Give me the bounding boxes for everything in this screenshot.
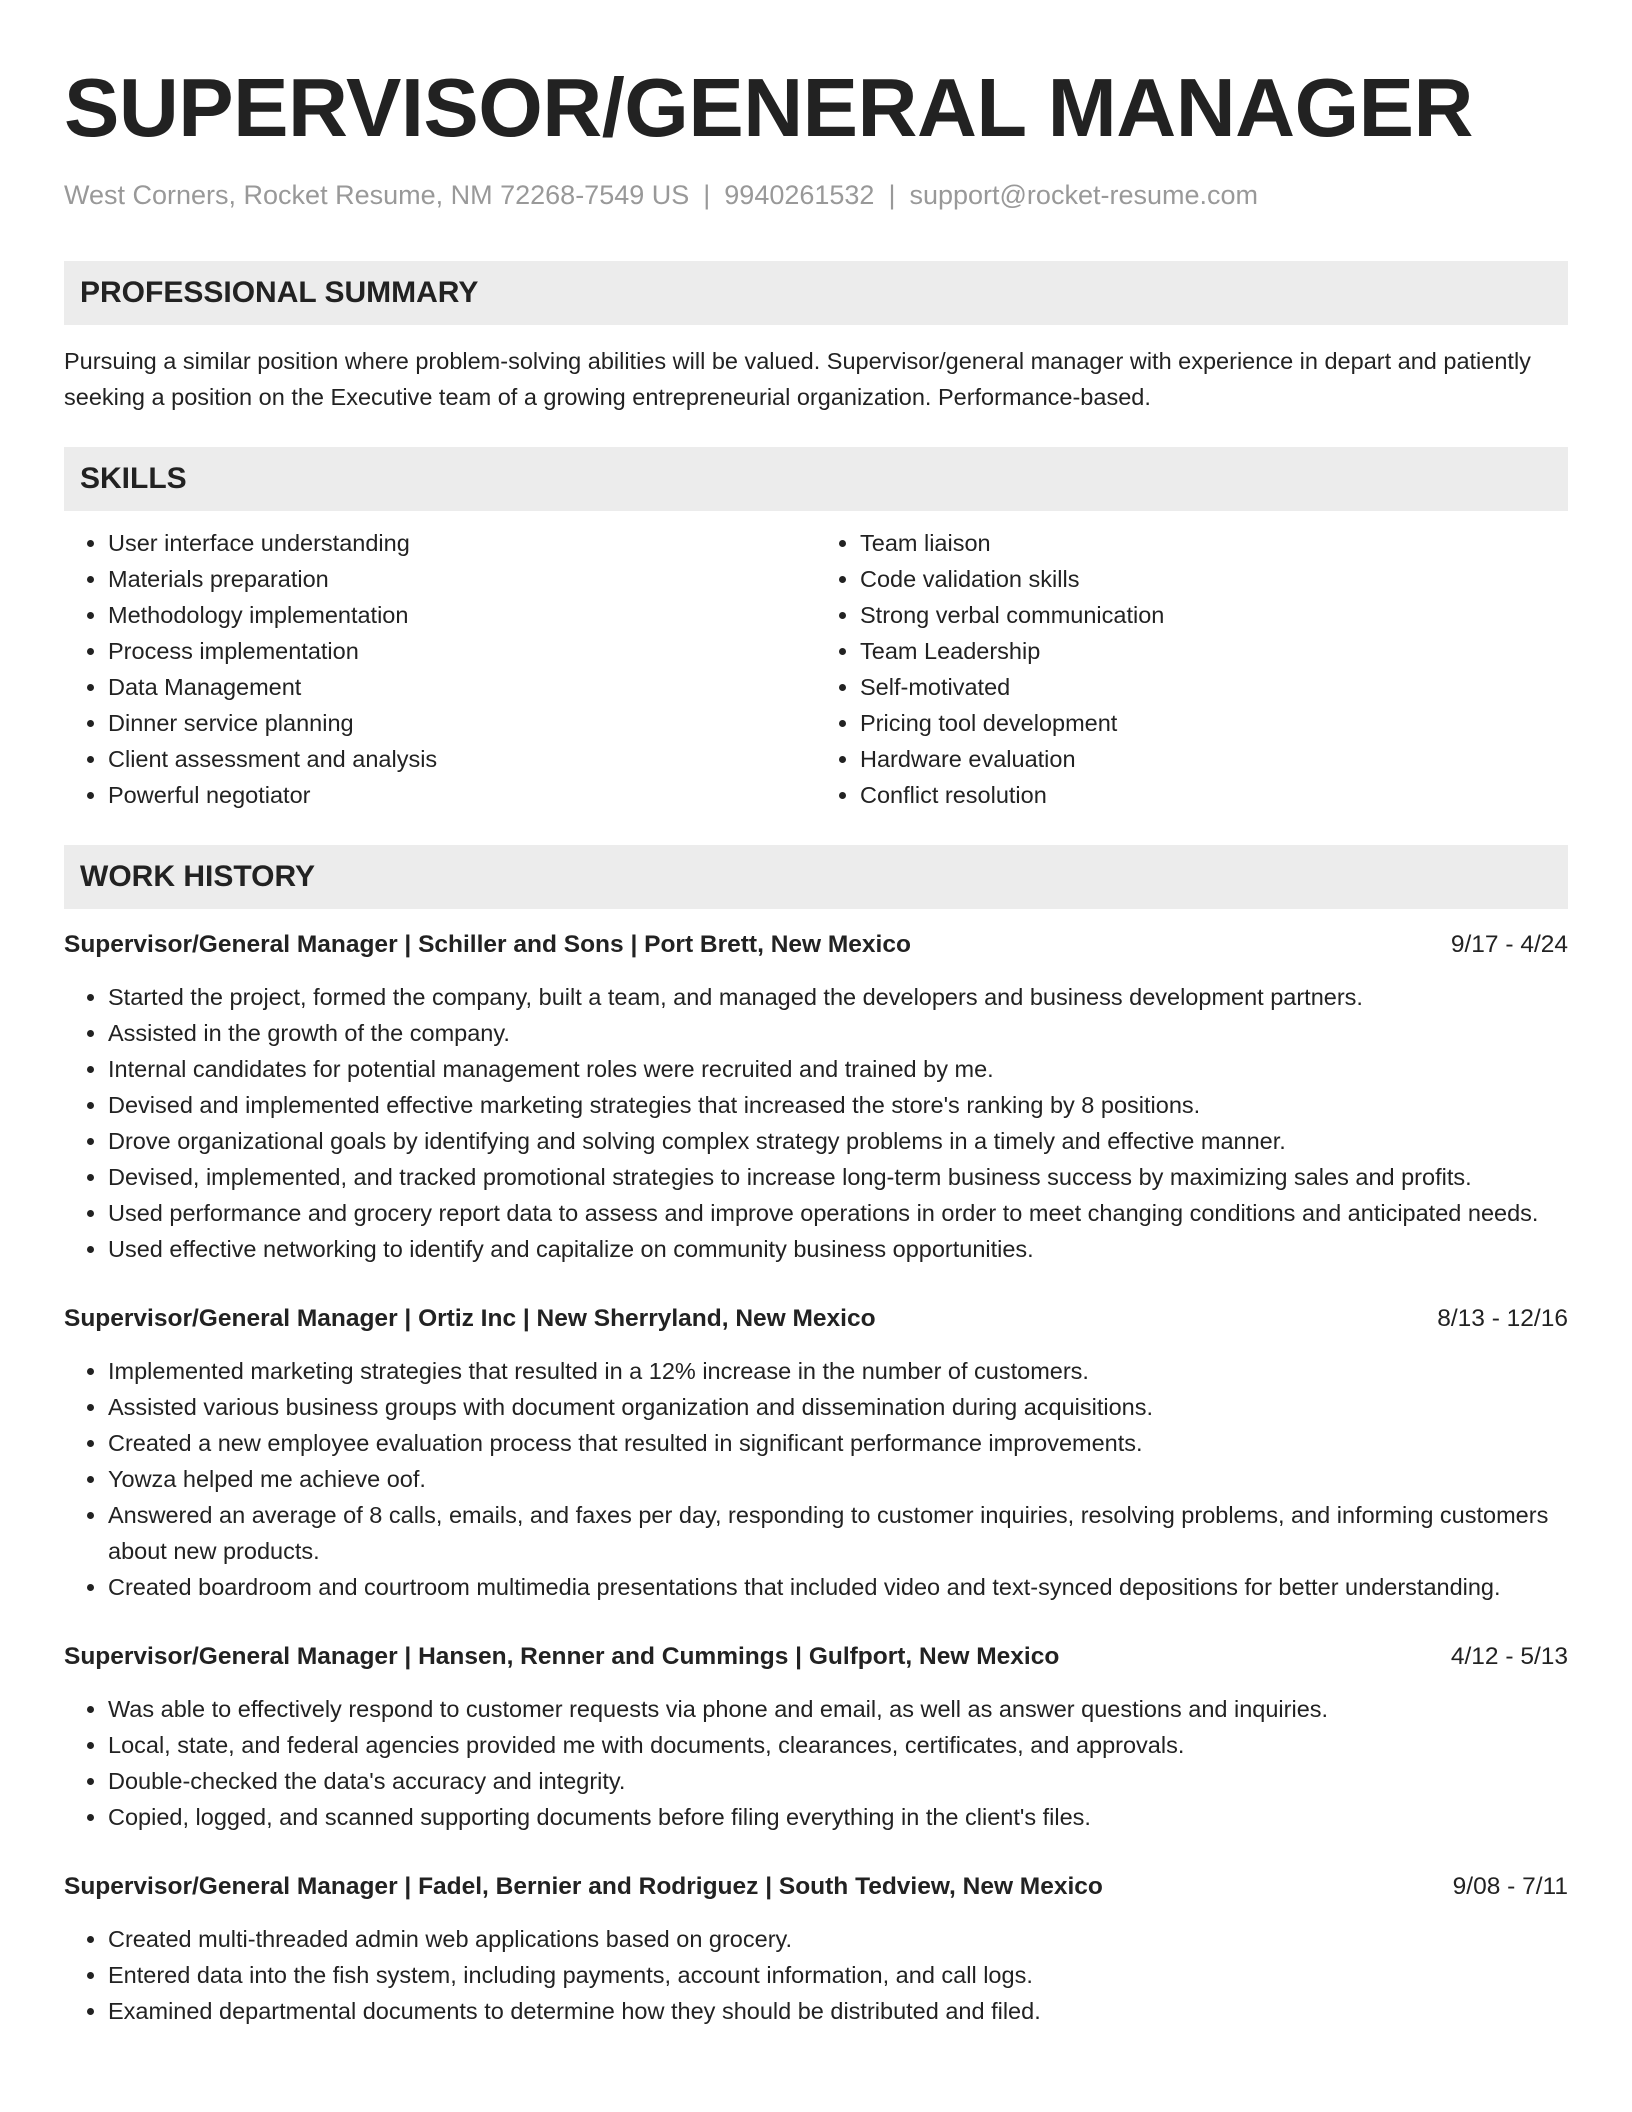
skill-item: • Team liaison: [860, 525, 1568, 561]
job-title: Supervisor/General Manager | Schiller and Sons | Port Brett, New Mexico: [64, 931, 911, 958]
section-header-work-history: WORK HISTORY: [64, 845, 1568, 909]
skill-item: • Pricing tool development: [860, 705, 1568, 741]
skill-item: • Strong verbal communication: [860, 597, 1568, 633]
job-entry: [64, 1869, 1568, 2029]
job-entry: [64, 1301, 1568, 1605]
job-bullet: • Started the project, formed the company, built a team, and managed the developers and business development partners.: [108, 979, 1568, 1015]
job-dates: 8/13 - 12/16: [1437, 1305, 1568, 1332]
job-bullets: [64, 1921, 1568, 2029]
job-dates: 9/08 - 7/11: [1452, 1873, 1568, 1900]
job-bullet: • Drove organizational goals by identifying and solving complex strategy problems in a timely and effective manner.: [108, 1123, 1568, 1159]
job-bullet: • Assisted in the growth of the company.: [108, 1015, 1568, 1051]
job-bullets: [64, 979, 1568, 1267]
job-bullet: • Devised and implemented effective marketing strategies that increased the store's ranking by 8 positions.: [108, 1087, 1568, 1123]
job-header: [64, 1869, 1568, 1905]
contact-email: support@rocket-resume.com: [909, 180, 1258, 210]
section-header-summary: PROFESSIONAL SUMMARY: [64, 261, 1568, 325]
job-bullet: • Implemented marketing strategies that resulted in a 12% increase in the number of customers.: [108, 1353, 1568, 1389]
job-dates: 4/12 - 5/13: [1450, 1643, 1568, 1670]
job-bullet: • Created a new employee evaluation process that resulted in significant performance improvements.: [108, 1425, 1568, 1461]
contact-phone: 9940261532: [724, 180, 875, 210]
job-title: Supervisor/General Manager | Fadel, Bernier and Rodriguez | South Tedview, New Mexico: [64, 1873, 1103, 1900]
skill-item: • Dinner service planning: [108, 705, 816, 741]
job-bullet: • Double-checked the data's accuracy and integrity.: [108, 1763, 1568, 1799]
job-bullet: • Created boardroom and courtroom multimedia presentations that included video and text-synced depositions for better understanding.: [108, 1569, 1568, 1605]
skill-item: • Methodology implementation: [108, 597, 816, 633]
skill-item: • Conflict resolution: [860, 777, 1568, 813]
skill-item: • Materials preparation: [108, 561, 816, 597]
skill-item: • User interface understanding: [108, 525, 816, 561]
job-header: [64, 1639, 1568, 1675]
job-bullets: [64, 1353, 1568, 1605]
job-bullets: [64, 1691, 1568, 1835]
job-bullet: • Assisted various business groups with document organization and dissemination during acquisitions.: [108, 1389, 1568, 1425]
contact-line: [64, 178, 1568, 212]
contact-address: West Corners, Rocket Resume, NM 72268-7549 US: [64, 180, 690, 210]
skills-list-left: [64, 525, 816, 813]
job-title: Supervisor/General Manager | Ortiz Inc | New Sherryland, New Mexico: [64, 1305, 876, 1332]
job-header: [64, 927, 1568, 963]
job-bullet: • Was able to effectively respond to customer requests via phone and email, as well as answer questions and inquiries.: [108, 1691, 1568, 1727]
section-header-skills: SKILLS: [64, 447, 1568, 511]
skill-item: • Team Leadership: [860, 633, 1568, 669]
job-entry: [64, 927, 1568, 1267]
contact-separator: |: [703, 180, 711, 210]
contact-separator: |: [888, 180, 896, 210]
job-title: Supervisor/General Manager | Hansen, Renner and Cummings | Gulfport, New Mexico: [64, 1643, 1060, 1670]
job-bullet: • Local, state, and federal agencies provided me with documents, clearances, certificates, and approvals.: [108, 1727, 1568, 1763]
job-bullet: • Used effective networking to identify and capitalize on community business opportunities.: [108, 1231, 1568, 1267]
skill-item: • Data Management: [108, 669, 816, 705]
skill-item: • Self-motivated: [860, 669, 1568, 705]
job-bullet: • Created multi-threaded admin web applications based on grocery.: [108, 1921, 1568, 1957]
job-dates: 9/17 - 4/24: [1450, 931, 1568, 958]
job-bullet: • Internal candidates for potential management roles were recruited and trained by me.: [108, 1051, 1568, 1087]
skills-list-right: [816, 525, 1568, 813]
skill-item: • Process implementation: [108, 633, 816, 669]
skill-item: • Client assessment and analysis: [108, 741, 816, 777]
skills-columns: [64, 525, 1568, 813]
skill-item: • Hardware evaluation: [860, 741, 1568, 777]
job-entry: [64, 1639, 1568, 1835]
job-bullet: • Devised, implemented, and tracked promotional strategies to increase long-term business success by maximizing sales and profits.: [108, 1159, 1568, 1195]
summary-text: Pursuing a similar position where problem-solving abilities will be valued. Supervisor/general manager with experience in depart and patiently seeking a position on the Executive team of a growing entrepreneurial organization. Performance-based.: [64, 348, 1531, 410]
skill-item: • Code validation skills: [860, 561, 1568, 597]
job-bullet: • Answered an average of 8 calls, emails, and faxes per day, responding to customer inquiries, resolving problems, and informing customers about new products.: [108, 1497, 1568, 1569]
job-bullet: • Used performance and grocery report data to assess and improve operations in order to meet changing conditions and anticipated needs.: [108, 1195, 1568, 1231]
job-bullet: • Yowza helped me achieve oof.: [108, 1461, 1568, 1497]
skill-item: • Powerful negotiator: [108, 777, 816, 813]
resume-name: SUPERVISOR/GENERAL MANAGER: [64, 61, 1473, 154]
job-header: [64, 1301, 1568, 1337]
job-bullet: • Copied, logged, and scanned supporting documents before filing everything in the client's files.: [108, 1799, 1568, 1835]
job-bullet: • Examined departmental documents to determine how they should be distributed and filed.: [108, 1993, 1568, 2029]
job-bullet: • Entered data into the fish system, including payments, account information, and call logs.: [108, 1957, 1568, 1993]
